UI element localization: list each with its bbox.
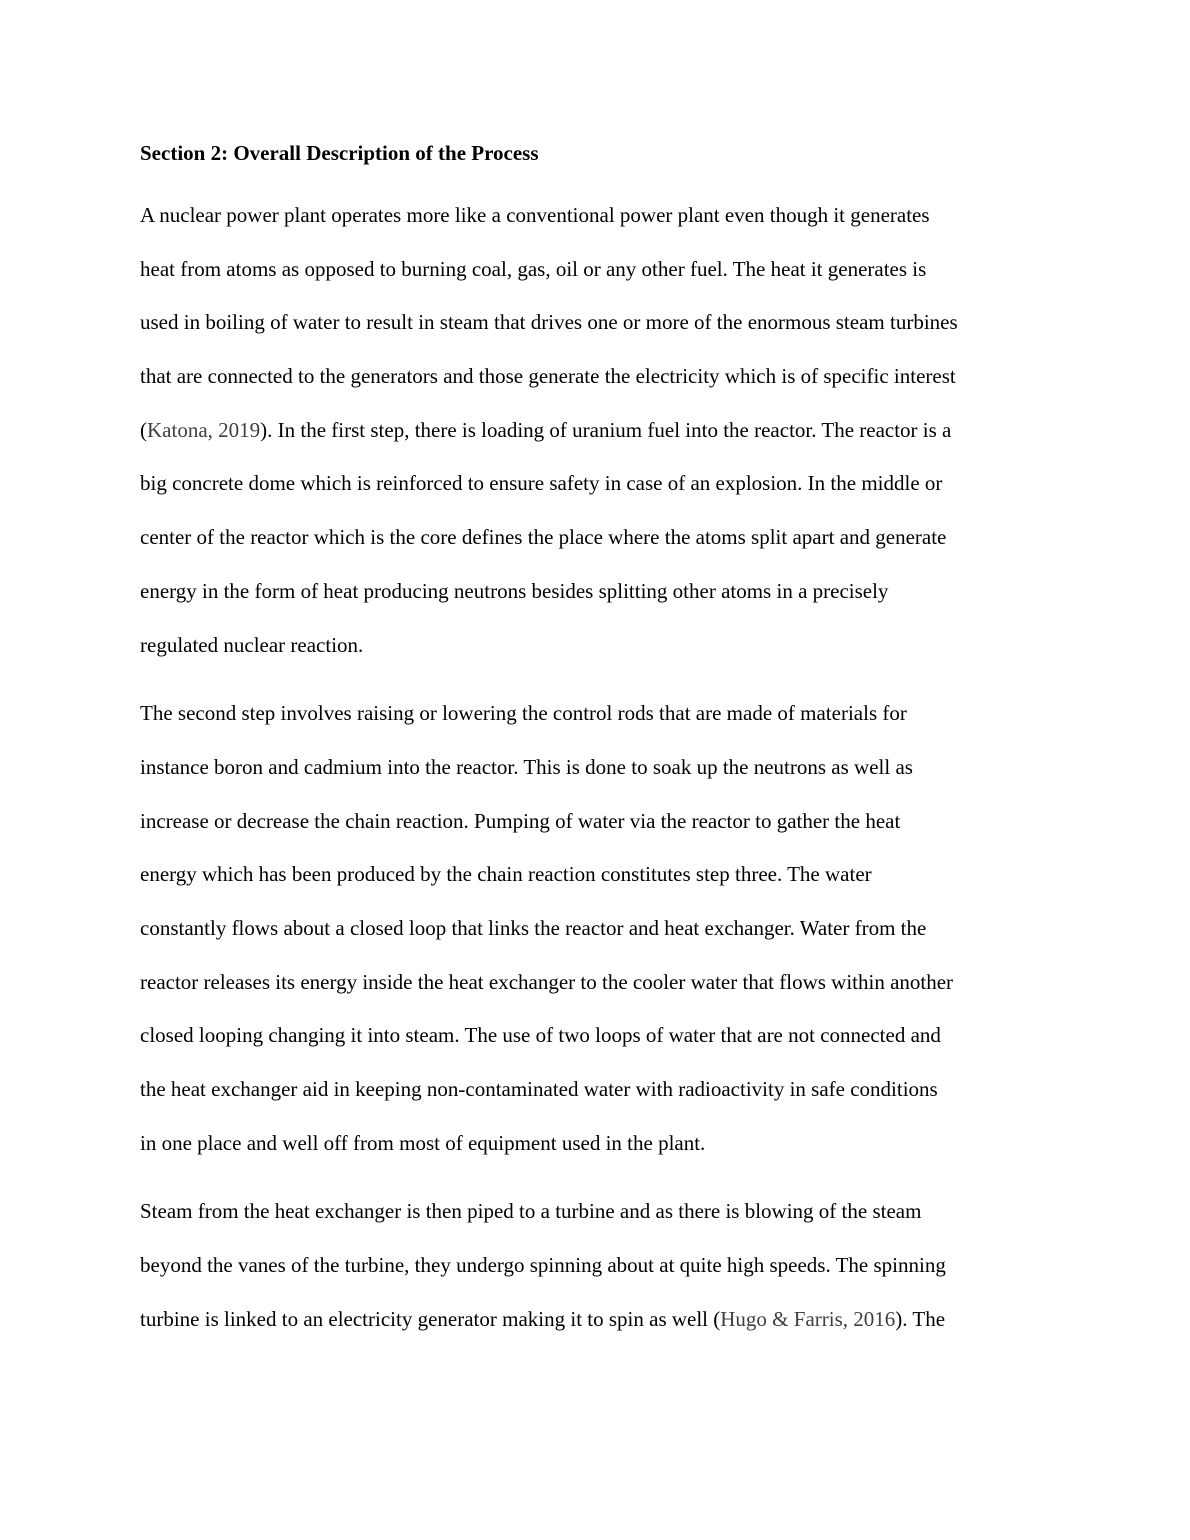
text-line-with-citation [140, 1304, 1052, 1358]
text-segment: ). The [895, 1306, 946, 1331]
text-line: The second step involves raising or lowering the control rods that are made of materials for [140, 701, 907, 726]
text-line: center of the reactor which is the core defines the place where the atoms split apart and generate [140, 525, 947, 550]
text-line: energy which has been produced by the chain reaction constitutes step three. The water [140, 862, 872, 887]
text-line: instance boron and cadmium into the reactor. This is done to soak up the neutrons as well as [140, 754, 913, 779]
text-line: reactor releases its energy inside the heat exchanger to the cooler water that flows within another [140, 969, 954, 994]
text-line: that are connected to the generators and those generate the electricity which is of specific interest [140, 364, 956, 389]
text-segment: ). In the first step, there is loading of uranium fuel into the reactor. The reactor is a [260, 417, 952, 442]
text-line: in one place and well off from most of equipment used in the plant. [140, 1130, 706, 1155]
text-line: energy in the form of heat producing neutrons besides splitting other atoms in a precisely [140, 578, 889, 603]
text-line: regulated nuclear reaction. [140, 632, 364, 657]
paragraph-3 [140, 1196, 1052, 1357]
text-line: big concrete dome which is reinforced to ensure safety in case of an explosion. In the middle or [140, 471, 943, 496]
citation-katona-2019: Katona, 2019 [147, 417, 261, 442]
section-heading: Section 2: Overall Description of the Process [140, 141, 539, 165]
text-segment: turbine is linked to an electricity generator making it to spin as well ( [140, 1306, 721, 1331]
text-line: A nuclear power plant operates more like a conventional power plant even though it generates [140, 203, 930, 227]
text-line: Steam from the heat exchanger is then piped to a turbine and as there is blowing of the steam [140, 1199, 922, 1224]
text-line: constantly flows about a closed loop that links the reactor and heat exchanger. Water from the [140, 915, 927, 940]
text-line-with-citation [140, 415, 1052, 469]
text-line: used in boiling of water to result in steam that drives one or more of the enormous steam turbines [140, 310, 958, 335]
citation-hugo-farris-2016: Hugo & Farris, 2016 [720, 1306, 896, 1331]
text-line: heat from atoms as opposed to burning coal, gas, oil or any other fuel. The heat it generates is [140, 256, 927, 281]
text-line: beyond the vanes of the turbine, they undergo spinning about at quite high speeds. The spinning [140, 1253, 946, 1278]
paragraph-1 [140, 200, 1052, 683]
paragraph-2 [140, 698, 1052, 1181]
text-line: the heat exchanger aid in keeping non-contaminated water with radioactivity in safe conditions [140, 1077, 938, 1101]
text-line: increase or decrease the chain reaction. Pumping of water via the reactor to gather the heat [140, 808, 901, 833]
document-page [140, 138, 1052, 1372]
text-segment: ( [140, 417, 147, 442]
text-line: closed looping changing it into steam. The use of two loops of water that are not connected and [140, 1023, 941, 1048]
